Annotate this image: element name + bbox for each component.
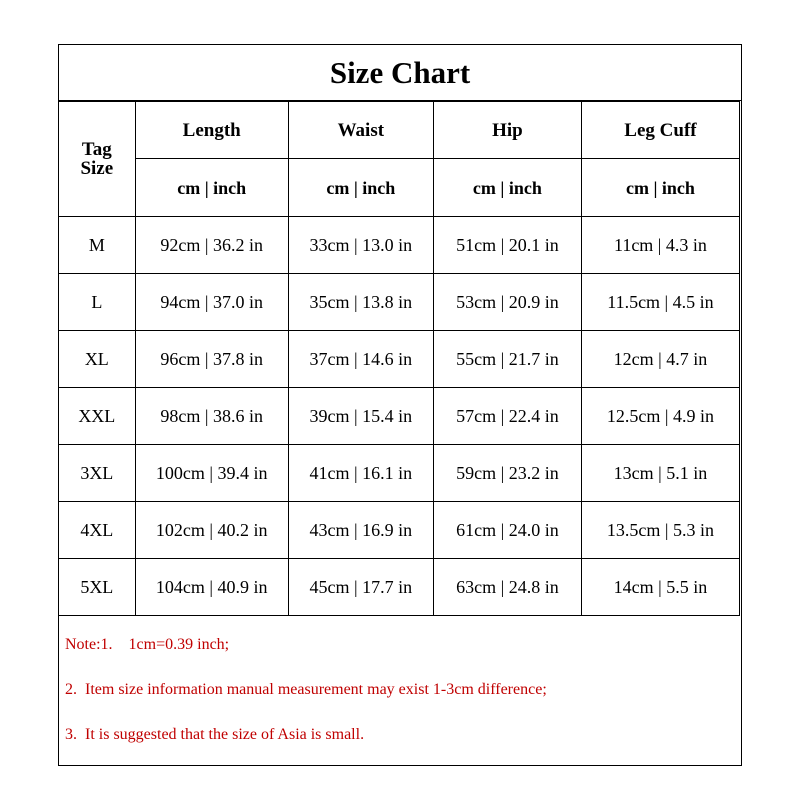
length-cell: 100cm | 39.4 in: [135, 445, 288, 502]
waist-cell: 33cm | 13.0 in: [288, 217, 433, 274]
size-cell: 5XL: [59, 559, 136, 616]
size-cell: XXL: [59, 388, 136, 445]
size-table: [58, 101, 740, 616]
hip-cell: 59cm | 23.2 in: [433, 445, 581, 502]
length-cell: 98cm | 38.6 in: [135, 388, 288, 445]
size-chart-frame: [58, 44, 742, 766]
size-cell: XL: [59, 331, 136, 388]
hip-cell: 61cm | 24.0 in: [433, 502, 581, 559]
waist-cell: 37cm | 14.6 in: [288, 331, 433, 388]
leg-cuff-cell: 13.5cm | 5.3 in: [581, 502, 739, 559]
leg-cuff-cell: 12.5cm | 4.9 in: [581, 388, 739, 445]
leg-cuff-cell: 14cm | 5.5 in: [581, 559, 739, 616]
column-header-waist: Waist: [288, 102, 433, 159]
waist-cell: 41cm | 16.1 in: [288, 445, 433, 502]
unit-row: [59, 159, 740, 217]
header-row: [59, 102, 740, 159]
tag-size-header: [59, 102, 136, 217]
size-cell: M: [59, 217, 136, 274]
hip-cell: 63cm | 24.8 in: [433, 559, 581, 616]
column-header-leg-cuff: Leg Cuff: [581, 102, 739, 159]
size-cell: 3XL: [59, 445, 136, 502]
hip-cell: 55cm | 21.7 in: [433, 331, 581, 388]
waist-cell: 43cm | 16.9 in: [288, 502, 433, 559]
table-row: [59, 274, 740, 331]
length-cell: 94cm | 37.0 in: [135, 274, 288, 331]
waist-cell: 39cm | 15.4 in: [288, 388, 433, 445]
length-cell: 96cm | 37.8 in: [135, 331, 288, 388]
length-cell: 92cm | 36.2 in: [135, 217, 288, 274]
size-label: Size: [80, 158, 114, 179]
column-header-length: Length: [135, 102, 288, 159]
chart-title: Size Chart: [59, 45, 741, 101]
table-row: [59, 502, 740, 559]
table-row: [59, 445, 740, 502]
hip-cell: 57cm | 22.4 in: [433, 388, 581, 445]
note-1: Note:1. 1cm=0.39 inch;: [65, 636, 230, 653]
tag-label: Tag: [81, 139, 112, 160]
unit-waist: cm | inch: [288, 159, 433, 217]
leg-cuff-cell: 12cm | 4.7 in: [581, 331, 739, 388]
hip-cell: 51cm | 20.1 in: [433, 217, 581, 274]
leg-cuff-cell: 13cm | 5.1 in: [581, 445, 739, 502]
size-cell: L: [59, 274, 136, 331]
unit-length: cm | inch: [135, 159, 288, 217]
size-cell: 4XL: [59, 502, 136, 559]
unit-leg-cuff: cm | inch: [581, 159, 739, 217]
leg-cuff-cell: 11cm | 4.3 in: [581, 217, 739, 274]
waist-cell: 45cm | 17.7 in: [288, 559, 433, 616]
waist-cell: 35cm | 13.8 in: [288, 274, 433, 331]
table-row: [59, 217, 740, 274]
note-2: 2. Item size information manual measurement may exist 1-3cm difference;: [65, 681, 547, 698]
table-row: [59, 559, 740, 616]
hip-cell: 53cm | 20.9 in: [433, 274, 581, 331]
unit-hip: cm | inch: [433, 159, 581, 217]
table-row: [59, 388, 740, 445]
column-header-hip: Hip: [433, 102, 581, 159]
note-3: 3. It is suggested that the size of Asia is small.: [65, 726, 365, 743]
leg-cuff-cell: 11.5cm | 4.5 in: [581, 274, 739, 331]
length-cell: 104cm | 40.9 in: [135, 559, 288, 616]
length-cell: 102cm | 40.2 in: [135, 502, 288, 559]
table-row: [59, 331, 740, 388]
